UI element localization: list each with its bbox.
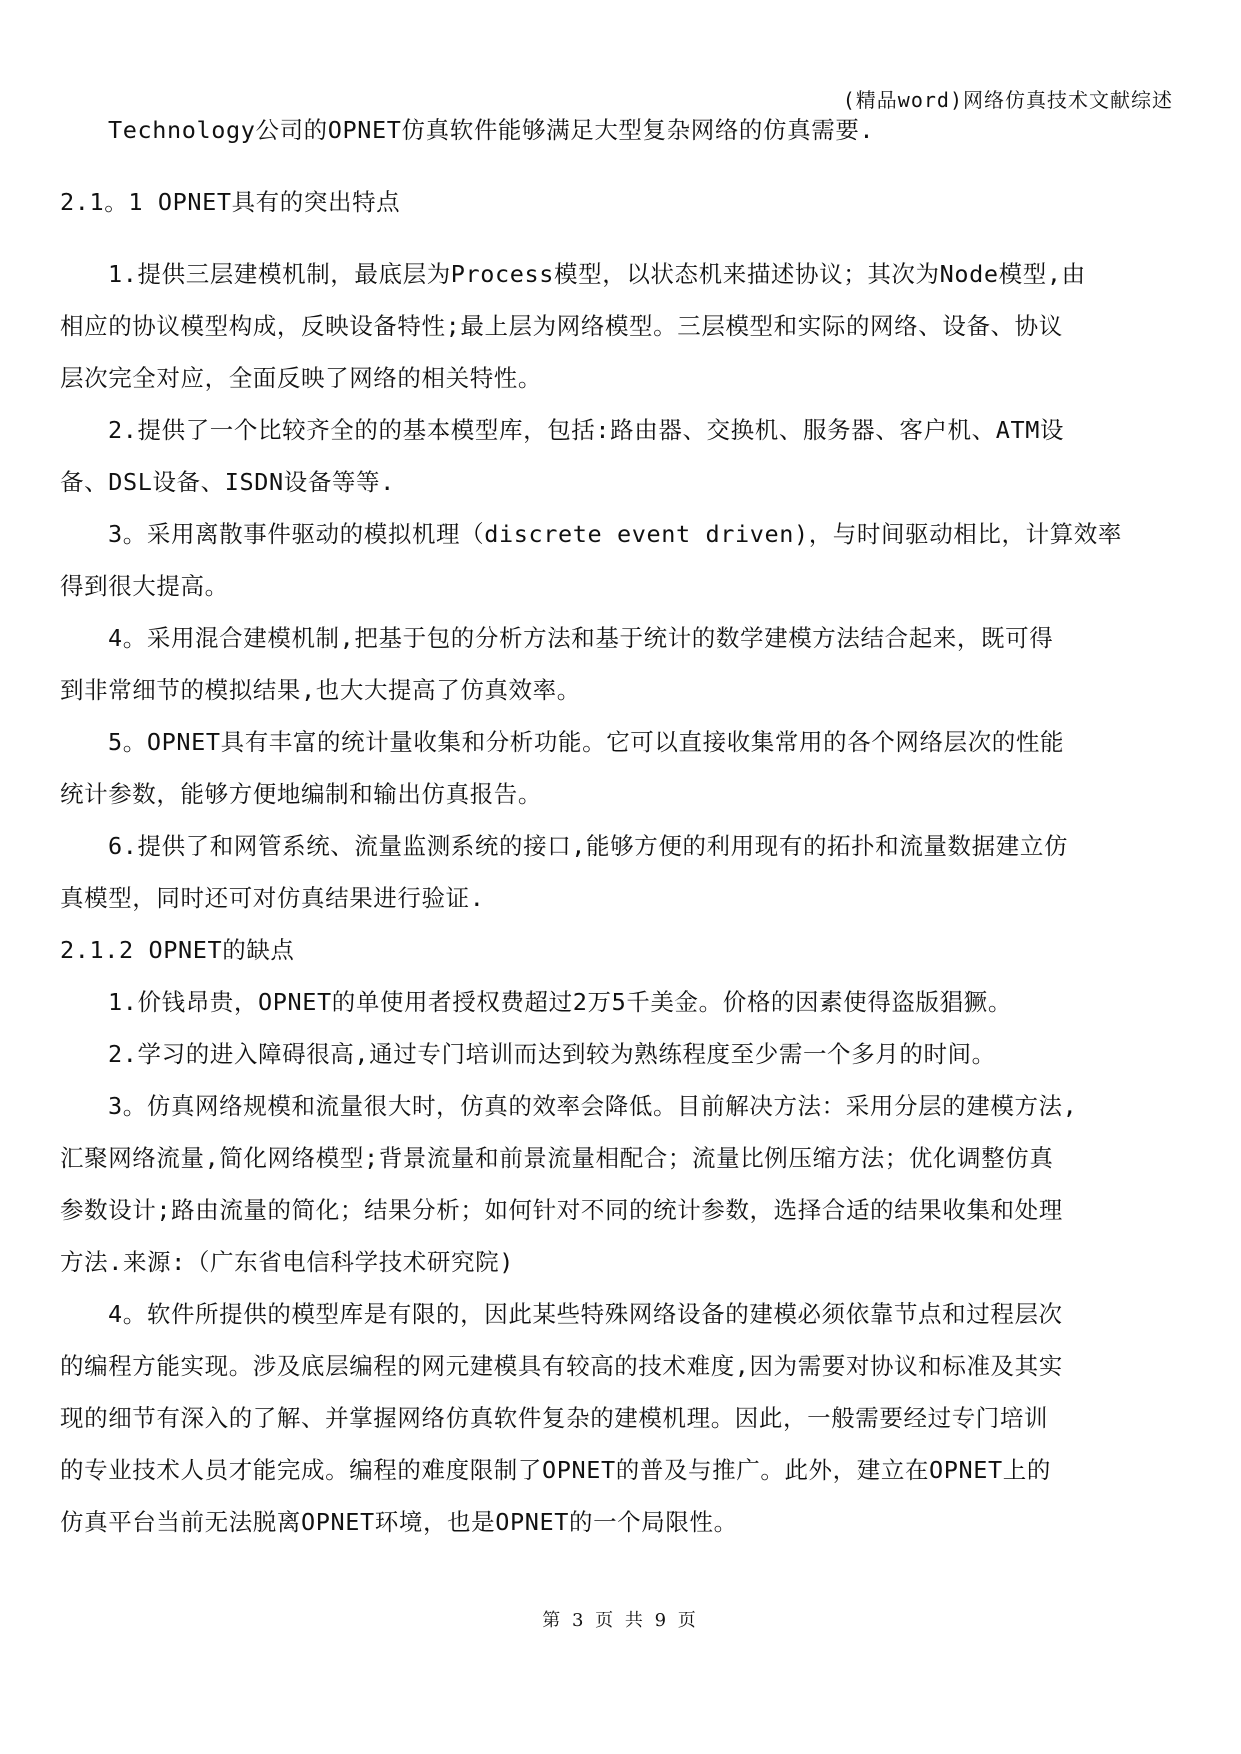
paragraph-line: 3。采用离散事件驱动的模拟机理（discrete event driven)，与时间驱动相比，计算效率 [108, 520, 1123, 548]
paragraph-line: 的编程方能实现。涉及底层编程的网元建模具有较高的技术难度,因为需要对协议和标准及其实 [60, 1352, 1063, 1380]
paragraph-line: 相应的协议模型构成，反映设备特性;最上层为网络模型。三层模型和实际的网络、设备、协议 [60, 312, 1063, 340]
paragraph-line: 得到很大提高。 [60, 572, 229, 600]
paragraph-line: 到非常细节的模拟结果,也大大提高了仿真效率。 [60, 676, 581, 704]
paragraph-line: 2.提供了一个比较齐全的的基本模型库，包括:路由器、交换机、服务器、客户机、ATM设 [108, 416, 1065, 444]
paragraph-line: 的专业技术人员才能完成。编程的难度限制了OPNET的普及与推广。此外，建立在OPNET上的 [60, 1456, 1051, 1484]
paragraph-line: 1.价钱昂贵，OPNET的单使用者授权费超过2万5千美金。价格的因素使得盗版猖獗。 [108, 988, 1012, 1016]
section-heading: 2.1.2 OPNET的缺点 [60, 936, 295, 964]
paragraph-line: 4。软件所提供的模型库是有限的，因此某些特殊网络设备的建模必须依靠节点和过程层次 [108, 1300, 1063, 1328]
paragraph-line: 方法.来源:（广东省电信科学技术研究院) [60, 1248, 514, 1276]
paragraph-line: 汇聚网络流量,简化网络模型;背景流量和前景流量相配合；流量比例压缩方法；优化调整仿真 [60, 1144, 1054, 1172]
paragraph-line: 层次完全对应，全面反映了网络的相关特性。 [60, 364, 542, 392]
paragraph-line: 1.提供三层建模机制，最底层为Process模型，以状态机来描述协议；其次为Node模型,由 [108, 260, 1086, 288]
paragraph-line: Technology公司的OPNET仿真软件能够满足大型复杂网络的仿真需要. [108, 116, 875, 144]
paragraph-line: 4。采用混合建模机制,把基于包的分析方法和基于统计的数学建模方法结合起来，既可得 [108, 624, 1054, 652]
paragraph-line: 真模型，同时还可对仿真结果进行验证. [60, 884, 485, 912]
page-number: 第 3 页 共 9 页 [542, 1610, 699, 1631]
paragraph-line: 5。OPNET具有丰富的统计量收集和分析功能。它可以直接收集常用的各个网络层次的性能 [108, 728, 1065, 756]
paragraph-line: 现的细节有深入的了解、并掌握网络仿真软件复杂的建模机理。因此，一般需要经过专门培训 [60, 1404, 1049, 1432]
paragraph-line: 备、DSL设备、ISDN设备等等. [60, 468, 395, 496]
paragraph-line: 参数设计;路由流量的简化；结果分析；如何针对不同的统计参数，选择合适的结果收集和处理 [60, 1196, 1063, 1224]
section-heading: 2.1。1 OPNET具有的突出特点 [60, 188, 401, 216]
document-body [60, 104, 1172, 1548]
page-header: (精品word)网络仿真技术文献综述 [842, 88, 1173, 112]
paragraph-line: 3。仿真网络规模和流量很大时，仿真的效率会降低。目前解决方法：采用分层的建模方法, [108, 1092, 1078, 1120]
paragraph-line: 2.学习的进入障碍很高,通过专门培训而达到较为熟练程度至少需一个多月的时间。 [108, 1040, 996, 1068]
paragraph-line: 统计参数，能够方便地编制和输出仿真报告。 [60, 780, 542, 808]
paragraph-line: 仿真平台当前无法脱离OPNET环境，也是OPNET的一个局限性。 [60, 1508, 738, 1536]
paragraph-line: 6.提供了和网管系统、流量监测系统的接口,能够方便的利用现有的拓扑和流量数据建立仿 [108, 832, 1069, 860]
